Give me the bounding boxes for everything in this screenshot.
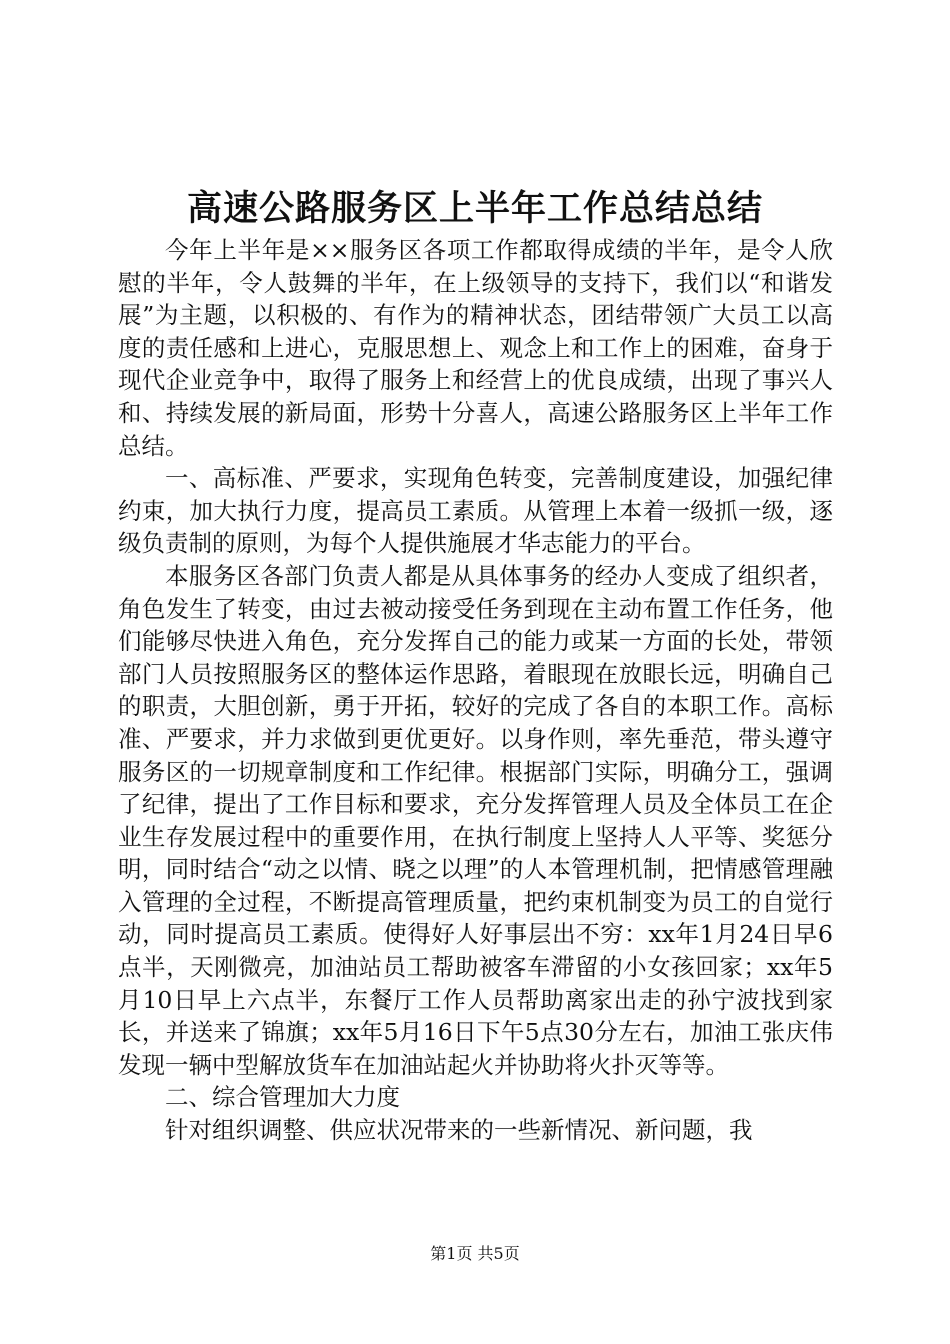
- document-title: 高速公路服务区上半年工作总结总结: [186, 188, 763, 229]
- document-body: [118, 234, 833, 1147]
- page-number-footer: 第1页 共5页: [430, 1244, 520, 1263]
- paragraph-section-two: 针对组织调整、供应状况带来的一些新情况、新问题，我: [165, 1116, 753, 1145]
- paragraph-section-one: 一、高标准、严要求，实现角色转变，完善制度建设，加强纪律约束，加大执行力度，提高员工素质。从管理上本着一级抓一级，逐级负责制的原则，为每个人提供施展才华志能力的平台。: [118, 464, 833, 558]
- paragraph-intro: 今年上半年是××服务区各项工作都取得成绩的半年，是令人欣慰的半年，令人鼓舞的半年，在上级领导的支持下，我们以“和谐发展”为主题，以积极的、有作为的精神状态，团结带领广大员工以高度的责任感和上进心，克服思想上、观念上和工作上的困难，奋身于现代企业竞争中，取得了服务上和经营上的优良成绩，出现了事兴人和、持续发展的新局面，形势十分喜人，高速公路服务区上半年工作总结。: [118, 236, 833, 460]
- paragraph-section-one-detail: 本服务区各部门负责人都是从具体事务的经办人变成了组织者，角色发生了转变，由过去被动接受任务到现在主动布置工作任务，他们能够尽快进入角色，充分发挥自己的能力或某一方面的长处，带领部门人员按照服务区的整体运作思路，着眼现在放眼长远，明确自己的职责，大胆创新，勇于开拓，较好的完成了各自的本职工作。高标准、严要求，并力求做到更优更好。以身作则，率先垂范，带头遵守服务区的一切规章制度和工作纪律。根据部门实际，明确分工，强调了纪律，提出了工作目标和要求，充分发挥管理人员及全体员工在企业生存发展过程中的重要作用，在执行制度上坚持人人平等、奖惩分明，同时结合“动之以情、晓之以理”的人本管理机制，把情感管理融入管理的全过程，不断提高管理质量，把约束机制变为员工的自觉行动，同时提高员工素质。使得好人好事层出不穷：xx年1月24日早6点半，天刚微亮，加油站员工帮助被客车滞留的小女孩回家；xx年5月10日早上六点半，东餐厅工作人员帮助离家出走的孙宁波找到家长，并送来了锦旗；xx年5月16日下午5点30分左右，加油工张庆伟发现一辆中型解放货车在加油站起火并协助将火扑灭等等。: [118, 561, 833, 1079]
- paragraph-section-two-heading: 二、综合管理加大力度: [165, 1083, 400, 1112]
